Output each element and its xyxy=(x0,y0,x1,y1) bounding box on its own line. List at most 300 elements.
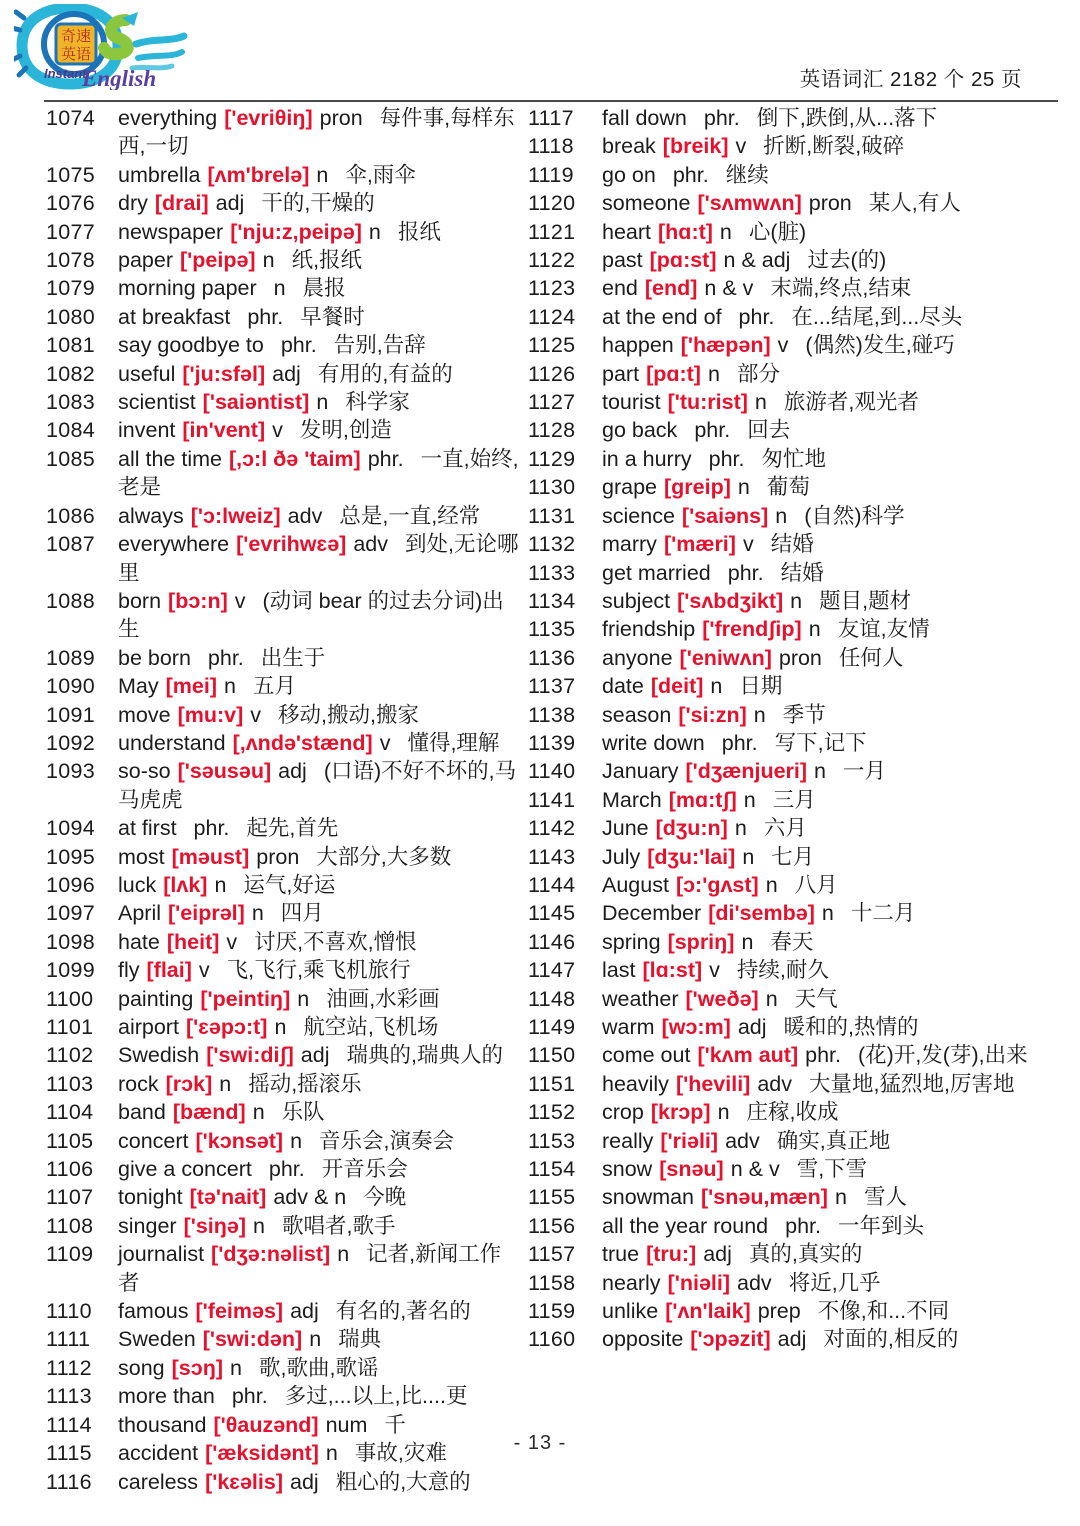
entry-part-of-speech: adj xyxy=(703,1242,732,1267)
entry-definition: 歌,歌曲,歌谣 xyxy=(258,1355,379,1380)
entry-body xyxy=(602,1127,1060,1155)
entry-word: hate xyxy=(118,929,160,954)
entry-part-of-speech: adv xyxy=(737,1270,772,1295)
entry-definition: (花)开,发(芽),出来 xyxy=(858,1043,1028,1068)
entry-word: rock xyxy=(118,1071,159,1096)
vocabulary-entry xyxy=(46,1297,520,1325)
entry-part-of-speech: adj xyxy=(278,759,307,784)
entry-phonetic: ['eniwʌn] xyxy=(679,645,772,670)
vocabulary-entry xyxy=(46,1382,520,1410)
entry-word: August xyxy=(602,872,669,897)
entry-word: most xyxy=(118,844,165,869)
entry-body xyxy=(118,1098,520,1126)
entry-number: 1074 xyxy=(46,106,96,130)
entry-word: last xyxy=(602,958,636,983)
entry-body xyxy=(118,956,520,984)
entry-phonetic: ['swi:diʃ] xyxy=(206,1043,294,1068)
vocabulary-entry xyxy=(528,473,1060,501)
entry-definition: 大量地,猛烈地,厉害地 xyxy=(809,1071,1015,1096)
entry-word: always xyxy=(118,503,184,528)
entry-definition: 音乐会,演奏会 xyxy=(319,1128,455,1153)
entry-body xyxy=(602,672,1060,700)
entry-part-of-speech: phr. xyxy=(708,446,745,471)
entry-number: 1147 xyxy=(528,958,576,983)
entry-part-of-speech: n & v xyxy=(730,1157,780,1182)
entry-body xyxy=(602,786,1060,814)
entry-definition: 千 xyxy=(384,1412,406,1437)
entry-word: friendship xyxy=(602,617,696,642)
entry-number: 1078 xyxy=(46,248,96,273)
entry-word: marry xyxy=(602,532,657,557)
entry-word: April xyxy=(118,901,162,926)
vocabulary-entry xyxy=(46,956,520,984)
entry-word: careless xyxy=(118,1469,199,1494)
entry-word: painting xyxy=(118,986,194,1011)
entry-phonetic: [mɑ:tʃ] xyxy=(668,787,737,812)
entry-word: born xyxy=(118,588,162,613)
entry-word: really xyxy=(602,1128,654,1153)
entry-word: scientist xyxy=(118,390,196,415)
vocabulary-entry xyxy=(46,1013,520,1041)
entry-body xyxy=(118,729,520,757)
entry-definition: 题目,题材 xyxy=(819,588,912,613)
entry-definition: 事故,灾难 xyxy=(354,1441,447,1466)
entry-definition: 总是,一直,经常 xyxy=(339,503,481,528)
entry-number: 1097 xyxy=(46,901,96,926)
page-number: - 13 - xyxy=(513,1432,567,1454)
entry-phonetic: ['si:zn] xyxy=(678,702,747,727)
entry-number: 1096 xyxy=(46,872,96,897)
entry-definition: 大部分,大多数 xyxy=(316,844,452,869)
entry-word: journalist xyxy=(118,1242,205,1267)
entry-number: 1130 xyxy=(528,475,576,500)
entry-number: 1138 xyxy=(528,702,576,727)
entry-phonetic: [pɑ:t] xyxy=(646,361,701,386)
vocabulary-entry xyxy=(46,445,520,502)
entry-phonetic: ['kɛəlis] xyxy=(205,1469,283,1494)
entry-body xyxy=(602,899,1060,927)
vocabulary-entry xyxy=(528,246,1060,274)
entry-definition: 乐队 xyxy=(281,1100,325,1125)
vocabulary-entry xyxy=(528,587,1060,615)
entry-definition: 十二月 xyxy=(850,901,916,926)
entry-word: past xyxy=(602,248,643,273)
entry-body xyxy=(118,1354,520,1382)
svg-text:英语: 英语 xyxy=(60,45,92,63)
entry-phonetic: ['kʌm aut] xyxy=(697,1043,799,1068)
entry-word: luck xyxy=(118,872,157,897)
vocabulary-entry xyxy=(528,1155,1060,1183)
entry-definition: 早餐时 xyxy=(300,304,365,329)
entry-body xyxy=(118,189,520,217)
entry-definition: 摇动,摇滚乐 xyxy=(248,1071,362,1096)
entry-body xyxy=(602,445,1060,473)
entry-definition: 开音乐会 xyxy=(321,1157,408,1182)
entry-phonetic: [greip] xyxy=(664,475,731,500)
entry-number: 1081 xyxy=(46,333,96,358)
vocabulary-entry xyxy=(528,1098,1060,1126)
vocabulary-entry xyxy=(528,161,1060,189)
vocabulary-entry xyxy=(46,587,520,644)
entry-body xyxy=(118,331,520,359)
entry-body xyxy=(118,1297,520,1325)
entry-phonetic: ['səusəu] xyxy=(177,759,272,784)
entry-part-of-speech: n xyxy=(814,759,827,784)
entry-part-of-speech: n xyxy=(337,1242,350,1267)
vocabulary-entry xyxy=(46,1041,520,1069)
vocabulary-entry xyxy=(528,559,1060,587)
entry-body xyxy=(118,899,520,927)
entry-word: July xyxy=(602,844,641,869)
entry-part-of-speech: n xyxy=(741,929,754,954)
vocabulary-entry xyxy=(46,644,520,672)
vocabulary-entry xyxy=(46,1070,520,1098)
entry-definition: 晨报 xyxy=(302,276,346,301)
entry-phonetic: ['sʌmwʌn] xyxy=(697,191,802,216)
entry-body xyxy=(602,985,1060,1013)
entry-body xyxy=(118,871,520,899)
entry-definition: 友谊,友情 xyxy=(837,617,930,642)
entry-part-of-speech: adv xyxy=(725,1128,760,1153)
entry-definition: 写下,记下 xyxy=(774,730,867,755)
entry-word: January xyxy=(602,759,679,784)
entry-part-of-speech: n xyxy=(765,872,778,897)
entry-word: unlike xyxy=(602,1299,659,1324)
entry-part-of-speech: pron xyxy=(256,844,300,869)
entry-word: happen xyxy=(602,333,674,358)
entry-number: 1117 xyxy=(528,106,574,130)
entry-word: March xyxy=(602,787,662,812)
entry-word: warm xyxy=(602,1015,655,1039)
vocabulary-entry xyxy=(528,644,1060,672)
entry-number: 1144 xyxy=(528,872,576,897)
entry-definition: 任何人 xyxy=(838,645,904,670)
entry-part-of-speech: n xyxy=(230,1355,242,1380)
entry-part-of-speech: phr. xyxy=(727,560,764,585)
entry-body xyxy=(602,1297,1060,1325)
entry-body xyxy=(602,956,1060,984)
entry-number: 1141 xyxy=(528,787,576,812)
entry-phonetic: [deit] xyxy=(650,674,704,699)
entry-body xyxy=(602,1070,1060,1098)
entry-definition: 旅游者,观光者 xyxy=(783,390,919,415)
entry-number: 1103 xyxy=(46,1071,94,1096)
entry-phonetic: ['hevili] xyxy=(675,1071,751,1096)
entry-part-of-speech: n xyxy=(742,844,755,869)
entry-word: December xyxy=(602,901,702,926)
entry-number: 1112 xyxy=(46,1355,92,1380)
entry-number: 1115 xyxy=(46,1441,92,1466)
entry-definition: 告别,告辞 xyxy=(333,333,426,358)
entry-body xyxy=(118,644,520,672)
entry-part-of-speech: n xyxy=(309,1327,322,1352)
entry-definition: 倒下,跌倒,从...落下 xyxy=(756,106,938,130)
entry-body xyxy=(602,1212,1060,1240)
entry-phonetic: [drai] xyxy=(154,191,209,216)
entry-number: 1129 xyxy=(528,446,576,471)
vocabulary-entry xyxy=(46,1240,520,1297)
logo-english-text: English xyxy=(82,66,157,90)
entry-number: 1133 xyxy=(528,560,576,585)
entry-definition: 将近,几乎 xyxy=(788,1270,881,1295)
entry-number: 1146 xyxy=(528,929,576,954)
entry-part-of-speech: phr. xyxy=(785,1213,822,1238)
vocabulary-entry xyxy=(528,899,1060,927)
entry-number: 1145 xyxy=(528,901,576,926)
entry-phonetic: ['peintiŋ] xyxy=(200,986,291,1011)
entry-phonetic: ['kɔnsət] xyxy=(195,1128,284,1153)
vocabulary-entry xyxy=(528,445,1060,473)
entry-word: true xyxy=(602,1242,640,1267)
vocabulary-entry xyxy=(46,871,520,899)
entry-phonetic: [bɔ:n] xyxy=(168,588,228,613)
entry-part-of-speech: v xyxy=(777,333,789,358)
entry-word: all the time xyxy=(118,446,222,471)
entry-phonetic: [spriŋ] xyxy=(667,929,735,954)
entry-phonetic: [end] xyxy=(644,276,698,301)
entry-phonetic: ['hæpən] xyxy=(680,333,771,358)
entry-part-of-speech: phr. xyxy=(231,1384,268,1409)
entry-body xyxy=(602,132,1060,160)
entry-part-of-speech: adv xyxy=(287,503,323,528)
entry-body xyxy=(602,1013,1060,1041)
entry-word: anyone xyxy=(602,645,673,670)
entry-phonetic: [mei] xyxy=(165,674,217,699)
entry-phonetic: ['evrihwɛə] xyxy=(236,532,347,557)
entry-number: 1095 xyxy=(46,844,96,869)
entry-definition: 某人,有人 xyxy=(868,191,961,216)
entry-definition: 到处,无论哪里 xyxy=(118,532,519,585)
entry-definition: 真的,真实的 xyxy=(748,1242,863,1267)
entry-word: snowman xyxy=(602,1185,695,1210)
entry-part-of-speech: prep xyxy=(757,1299,801,1324)
entry-part-of-speech: pron xyxy=(319,106,363,130)
entry-part-of-speech: n xyxy=(717,1100,730,1125)
vocabulary-entry xyxy=(528,672,1060,700)
entry-number: 1137 xyxy=(528,674,576,699)
entry-part-of-speech: pron xyxy=(808,191,852,216)
vocabulary-entry xyxy=(528,814,1060,842)
entry-number: 1100 xyxy=(46,986,94,1011)
entry-number: 1116 xyxy=(46,1469,92,1494)
vocabulary-entry xyxy=(528,1041,1060,1069)
entry-phonetic: ['dʒə:nəlist] xyxy=(211,1242,331,1267)
entry-part-of-speech: n xyxy=(719,219,732,244)
entry-body xyxy=(118,530,520,587)
vocabulary-entry xyxy=(528,274,1060,302)
entry-body xyxy=(118,1155,520,1183)
entry-number: 1159 xyxy=(528,1299,576,1324)
vocabulary-entry xyxy=(528,1127,1060,1155)
entry-definition: 日期 xyxy=(739,674,783,699)
entry-number: 1135 xyxy=(528,617,576,642)
entry-body xyxy=(118,1240,520,1297)
entry-number: 1108 xyxy=(46,1213,94,1238)
entry-word: break xyxy=(602,134,656,159)
entry-definition: 天气 xyxy=(794,986,838,1011)
entry-word: come out xyxy=(602,1043,691,1068)
entry-number: 1121 xyxy=(528,219,576,244)
entry-body xyxy=(602,161,1060,189)
entry-part-of-speech: phr. xyxy=(207,645,244,670)
vocabulary-entry xyxy=(528,189,1060,217)
entry-part-of-speech: n xyxy=(808,617,821,642)
entry-body xyxy=(118,274,520,302)
entry-number: 1155 xyxy=(528,1185,576,1210)
entry-word: science xyxy=(602,503,675,528)
entry-phonetic: ['saiəntist] xyxy=(202,390,310,415)
entry-part-of-speech: n xyxy=(775,503,788,528)
entry-definition: 科学家 xyxy=(345,390,410,415)
entry-phonetic: [snəu] xyxy=(659,1157,724,1182)
entry-part-of-speech: n xyxy=(710,674,723,699)
entry-phonetic: ['ɔ:lweiz] xyxy=(190,503,281,528)
entry-phonetic: ['frendʃip] xyxy=(702,617,802,642)
entry-body xyxy=(118,1382,520,1410)
entry-body xyxy=(602,1183,1060,1211)
entry-body xyxy=(602,218,1060,246)
entry-word: opposite xyxy=(602,1327,684,1352)
entry-part-of-speech: phr. xyxy=(703,106,740,130)
entry-part-of-speech: phr. xyxy=(694,418,731,443)
entry-part-of-speech: n xyxy=(737,475,750,500)
entry-number: 1153 xyxy=(528,1128,576,1153)
entry-number: 1136 xyxy=(528,645,576,670)
right-entry-column xyxy=(520,104,1060,1354)
entry-number: 1088 xyxy=(46,588,96,613)
entry-part-of-speech: adj xyxy=(300,1043,330,1068)
entry-word: heavily xyxy=(602,1071,669,1096)
entry-number: 1118 xyxy=(528,134,574,159)
entry-number: 1120 xyxy=(528,191,576,216)
entry-definition: 继续 xyxy=(725,162,769,187)
entry-body xyxy=(118,161,520,189)
entry-word: go on xyxy=(602,162,656,187)
entry-columns xyxy=(0,104,1080,1496)
vocabulary-entry xyxy=(46,161,520,189)
entry-part-of-speech: n xyxy=(253,1213,265,1238)
entry-number: 1083 xyxy=(46,390,96,415)
entry-part-of-speech: n xyxy=(765,986,778,1011)
entry-number: 1105 xyxy=(46,1128,94,1153)
entry-definition: 瑞典 xyxy=(338,1327,382,1352)
entry-word: all the year round xyxy=(602,1213,769,1238)
entry-word: paper xyxy=(118,248,173,273)
entry-word: understand xyxy=(118,730,226,755)
entry-word: song xyxy=(118,1355,165,1380)
entry-phonetic: ['evriθiŋ] xyxy=(224,106,313,130)
entry-word: at the end of xyxy=(602,304,722,329)
entry-definition: 干的,干燥的 xyxy=(261,191,375,216)
entry-part-of-speech: phr. xyxy=(268,1157,305,1182)
vocabulary-entry xyxy=(46,729,520,757)
entry-phonetic: [məust] xyxy=(171,844,250,869)
entry-body xyxy=(602,757,1060,785)
entry-body xyxy=(602,473,1060,501)
vocabulary-count-label: 英语词汇 2182 个 25 页 xyxy=(799,68,1022,91)
entry-number: 1113 xyxy=(46,1384,92,1409)
entry-body xyxy=(602,274,1060,302)
entry-part-of-speech: n xyxy=(262,248,275,273)
entry-body xyxy=(602,587,1060,615)
entry-body xyxy=(602,360,1060,388)
entry-number: 1125 xyxy=(528,333,576,358)
entry-part-of-speech: phr. xyxy=(805,1043,841,1068)
entry-part-of-speech: n xyxy=(224,674,236,699)
vocabulary-entry xyxy=(46,104,520,161)
vocabulary-entry xyxy=(46,985,520,1013)
entry-word: so-so xyxy=(118,759,171,784)
vocabulary-entry xyxy=(528,218,1060,246)
entry-phonetic: [sɔŋ] xyxy=(171,1355,223,1380)
entry-definition: 飞,飞行,乘飞机旅行 xyxy=(226,958,411,983)
entry-phonetic: ['θauzənd] xyxy=(213,1412,319,1437)
entry-part-of-speech: adv xyxy=(757,1071,793,1096)
entry-definition: 航空站,飞机场 xyxy=(303,1015,439,1039)
entry-body xyxy=(118,928,520,956)
entry-part-of-speech: num xyxy=(325,1412,368,1437)
vocabulary-entry xyxy=(528,303,1060,331)
entry-number: 1102 xyxy=(46,1043,94,1068)
entry-phonetic: ['ɔpəzit] xyxy=(690,1327,771,1352)
entry-definition: 报纸 xyxy=(397,219,441,244)
entry-phonetic: [di'sembə] xyxy=(708,901,815,926)
vocabulary-entry xyxy=(528,502,1060,530)
entry-body xyxy=(118,587,520,644)
entry-word: thousand xyxy=(118,1412,207,1437)
entry-word: in a hurry xyxy=(602,446,692,471)
entry-number: 1151 xyxy=(528,1071,576,1096)
entry-body xyxy=(602,246,1060,274)
entry-definition: 瑞典的,瑞典人的 xyxy=(346,1043,503,1068)
entry-body xyxy=(118,814,520,842)
entry-definition: 六月 xyxy=(763,816,807,841)
entry-definition: 一年到头 xyxy=(838,1213,925,1238)
entry-number: 1091 xyxy=(46,702,96,727)
entry-definition: 懂得,理解 xyxy=(407,730,500,755)
entry-part-of-speech: phr. xyxy=(280,333,317,358)
vocabulary-entry xyxy=(528,104,1060,132)
vocabulary-entry xyxy=(528,757,1060,785)
entry-part-of-speech: n xyxy=(754,390,767,415)
entry-word: fly xyxy=(118,958,140,983)
entry-body xyxy=(602,928,1060,956)
entry-definition: 葡萄 xyxy=(766,475,810,500)
entry-body xyxy=(118,445,520,502)
entry-phonetic: ['swi:dən] xyxy=(202,1327,303,1352)
left-entry-column xyxy=(0,104,520,1496)
entry-part-of-speech: n xyxy=(252,1100,265,1125)
vocabulary-entry xyxy=(528,701,1060,729)
entry-body xyxy=(602,530,1060,558)
vocabulary-entry xyxy=(46,246,520,274)
vocabulary-entry xyxy=(46,843,520,871)
entry-number: 1106 xyxy=(46,1157,94,1182)
entry-word: umbrella xyxy=(118,162,201,187)
entry-phonetic: ['siŋə] xyxy=(183,1213,247,1238)
entry-number: 1160 xyxy=(528,1327,576,1352)
entry-number: 1131 xyxy=(528,503,576,528)
entry-part-of-speech: v xyxy=(234,588,246,613)
entry-phonetic: ['saiəns] xyxy=(681,503,769,528)
vocabulary-entry xyxy=(46,1098,520,1126)
entry-body xyxy=(118,1468,520,1496)
entry-definition: 暖和的,热情的 xyxy=(783,1015,919,1039)
entry-part-of-speech: v xyxy=(709,958,720,983)
vocabulary-entry xyxy=(46,416,520,444)
entry-definition: 部分 xyxy=(736,361,780,386)
entry-body xyxy=(118,843,520,871)
